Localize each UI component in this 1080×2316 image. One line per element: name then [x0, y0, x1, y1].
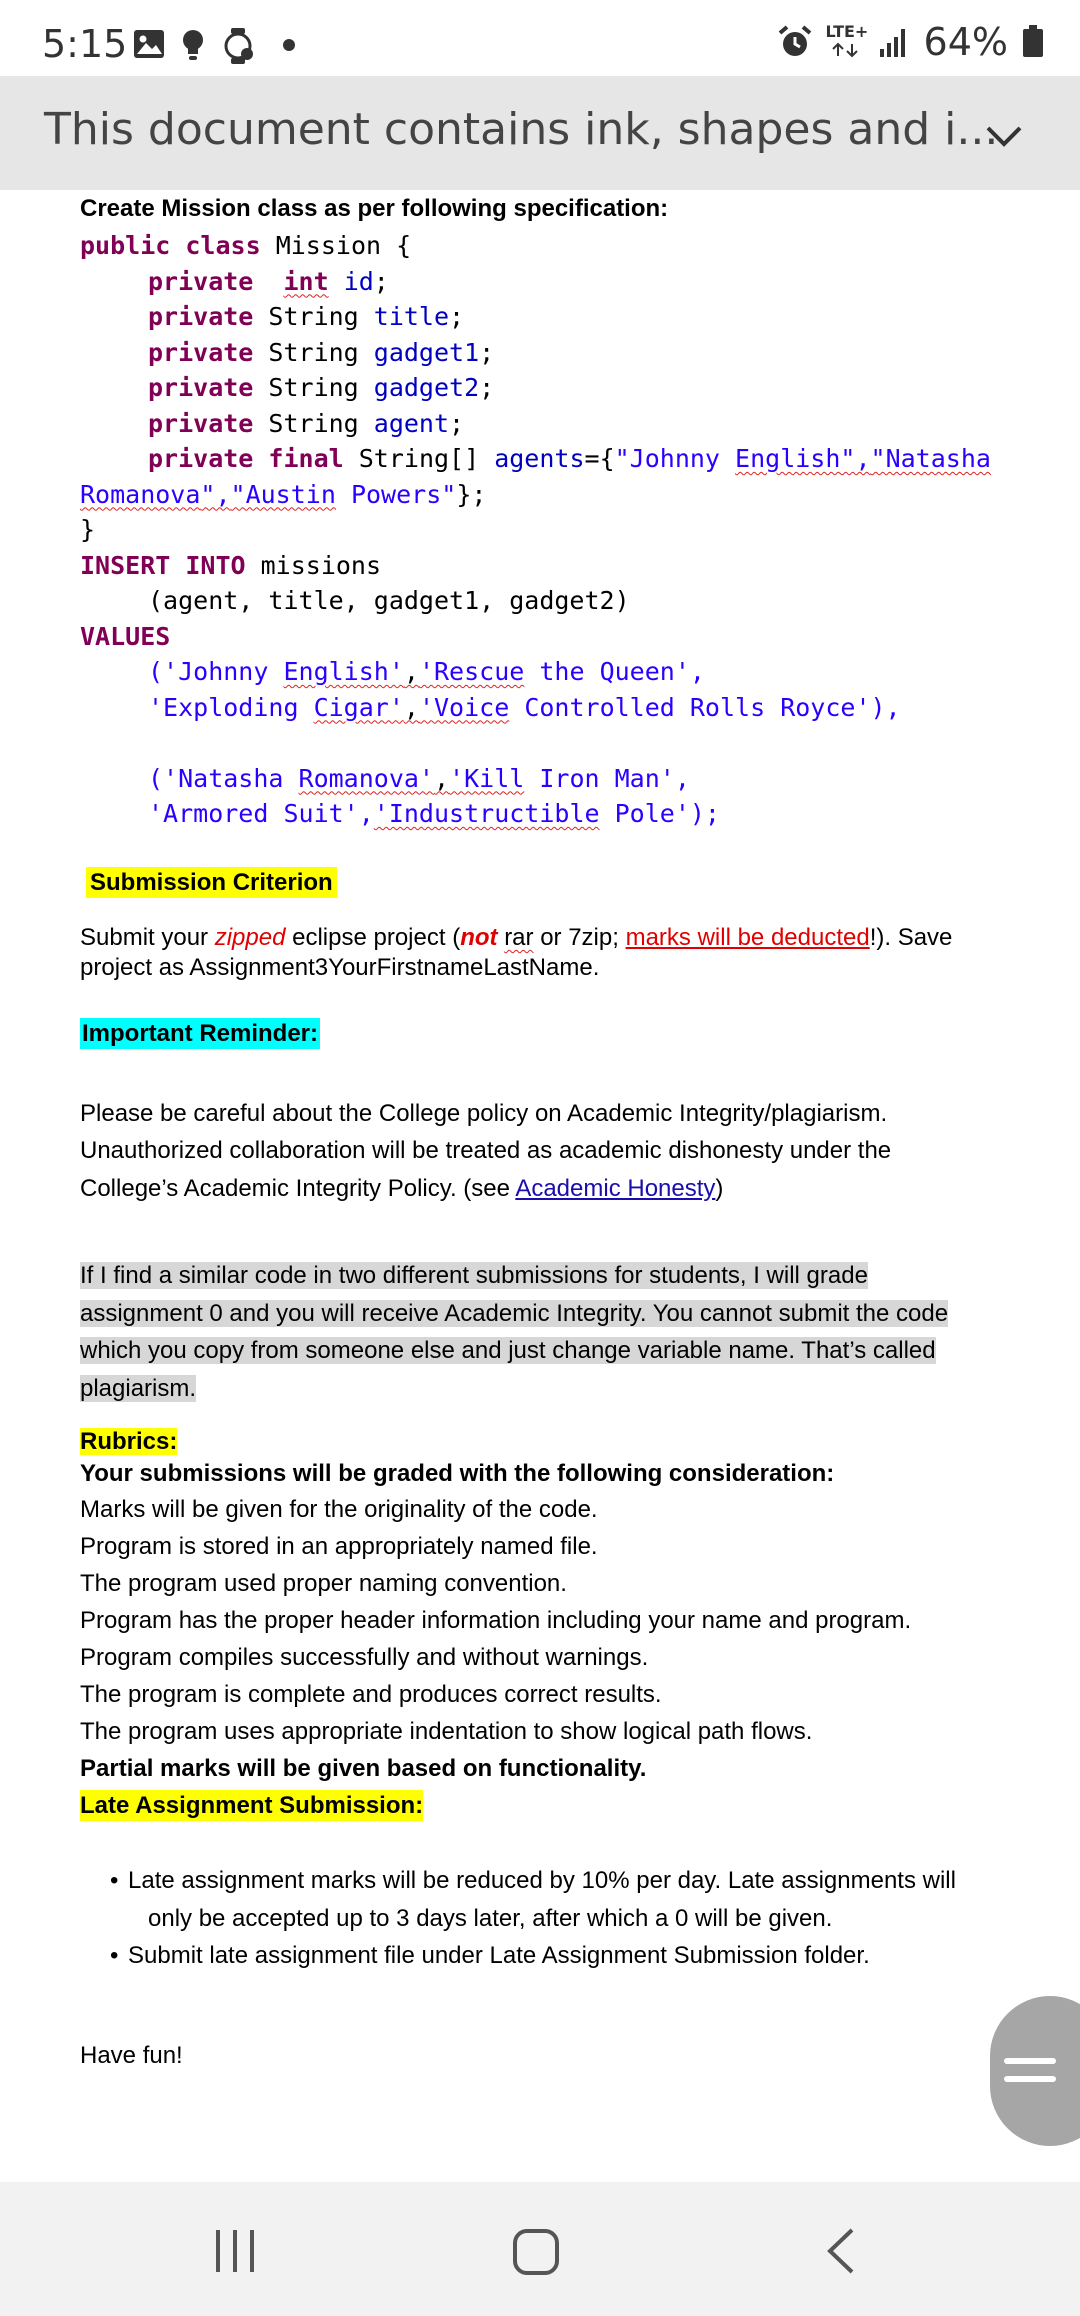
- list-item: The program used proper naming convention.: [80, 1570, 567, 1597]
- late-submission-list: [80, 1862, 1000, 1975]
- list-item: Program is stored in an appropriately named file.: [80, 1533, 598, 1560]
- java-code-block: public class Mission { private int id; private String title; private String gadget1; private String gadget2; private String agent; private final String[] agents={"Johnny English","Natasha Romanova","Austin Powers"}; } INSERT INTO missions (agent, title, gadget1, gadget2) VALUES ('Johnny English','Rescue the Queen', 'Exploding Cigar','Voice Controlled Rolls Royce'), ('Natasha Romanova','Kill Iron Man', 'Armored Suit','Industructible Pole');: [80, 231, 991, 828]
- recent-apps-icon[interactable]: [212, 2228, 258, 2274]
- rubrics-heading: Rubrics:: [80, 1428, 178, 1455]
- submission-heading: Submission Criterion: [86, 867, 337, 898]
- marks-deducted-link[interactable]: marks will be deducted: [625, 924, 870, 951]
- scroll-handle[interactable]: [990, 1996, 1080, 2146]
- closing-text: Have fun!: [80, 2041, 183, 2069]
- plagiarism-paragraph: If I find a similar code in two different submissions for students, I will grade assignment 0 and you will receive Academic Integrity. You cannot submit the code which you copy from someone else and just change variable name. That’s called plagiarism.: [80, 1262, 949, 1402]
- list-item: The program uses appropriate indentation to show logical path flows.: [80, 1718, 813, 1745]
- dot-icon: [282, 38, 296, 52]
- submission-paragraph: Submit your zipped eclipse project (not rar or 7zip; marks will be deducted!). Save project as Assignment3YourFirstnameLastName.: [80, 924, 953, 981]
- reminder-heading: Important Reminder:: [82, 1020, 319, 1047]
- battery-percent: 64%: [923, 20, 1008, 64]
- alarm-icon: [778, 25, 812, 59]
- rubrics-section: [80, 1427, 1000, 1824]
- list-item: • Submit late assignment file under Late Assignment Submission folder.: [80, 1937, 1000, 1975]
- battery-icon: [1022, 25, 1044, 59]
- home-icon[interactable]: [512, 2228, 560, 2276]
- list-item: Program compiles successfully and without warnings.: [80, 1644, 649, 1671]
- chevron-down-icon[interactable]: [984, 116, 1024, 156]
- document-notice-bar[interactable]: [0, 76, 1080, 190]
- watch-icon: [222, 28, 256, 64]
- list-item: • Late assignment marks will be reduced by 10% per day. Late assignments will only be accepted up to 3 days later, after which a 0 will be given.: [80, 1862, 1000, 1937]
- signal-icon: [880, 25, 910, 59]
- network-indicator: [825, 22, 869, 62]
- data-arrows-icon: [830, 42, 860, 58]
- notice-title: This document contains ink, shapes and i...: [44, 104, 999, 155]
- document-content: [80, 190, 1000, 2074]
- partial-marks-note: Partial marks will be given based on functionality.: [80, 1755, 647, 1782]
- network-type: LTE+: [825, 22, 869, 41]
- status-right-group: [778, 22, 1044, 62]
- list-item: Marks will be given for the originality of the code.: [80, 1496, 598, 1523]
- gallery-icon: [132, 28, 166, 60]
- back-icon[interactable]: [822, 2226, 862, 2276]
- submission-section: [80, 864, 1000, 902]
- navigation-bar: [0, 2182, 1080, 2316]
- status-time: 5:15: [42, 22, 128, 66]
- late-submission-heading: Late Assignment Submission:: [80, 1792, 424, 1819]
- list-item: Program has the proper header information including your name and program.: [80, 1607, 912, 1634]
- spec-heading: Create Mission class as per following specification:: [80, 195, 669, 222]
- academic-honesty-link[interactable]: Academic Honesty: [515, 1174, 716, 1202]
- scroll-handle-grip: [1004, 2076, 1056, 2082]
- status-bar: [0, 0, 1080, 76]
- reminder-paragraph: Please be careful about the College policy on Academic Integrity/plagiarism. Unauthorized collaboration will be treated as academic dishonesty under the College’s Academic Integrity Policy. (see Academic Honesty): [80, 1099, 892, 1202]
- list-item: The program is complete and produces correct results.: [80, 1681, 662, 1708]
- reminder-section: [80, 1015, 1000, 1053]
- scroll-handle-grip: [1004, 2058, 1056, 2064]
- bulb-icon: [180, 28, 206, 62]
- rubrics-intro: Your submissions will be graded with the following consideration:: [80, 1460, 835, 1487]
